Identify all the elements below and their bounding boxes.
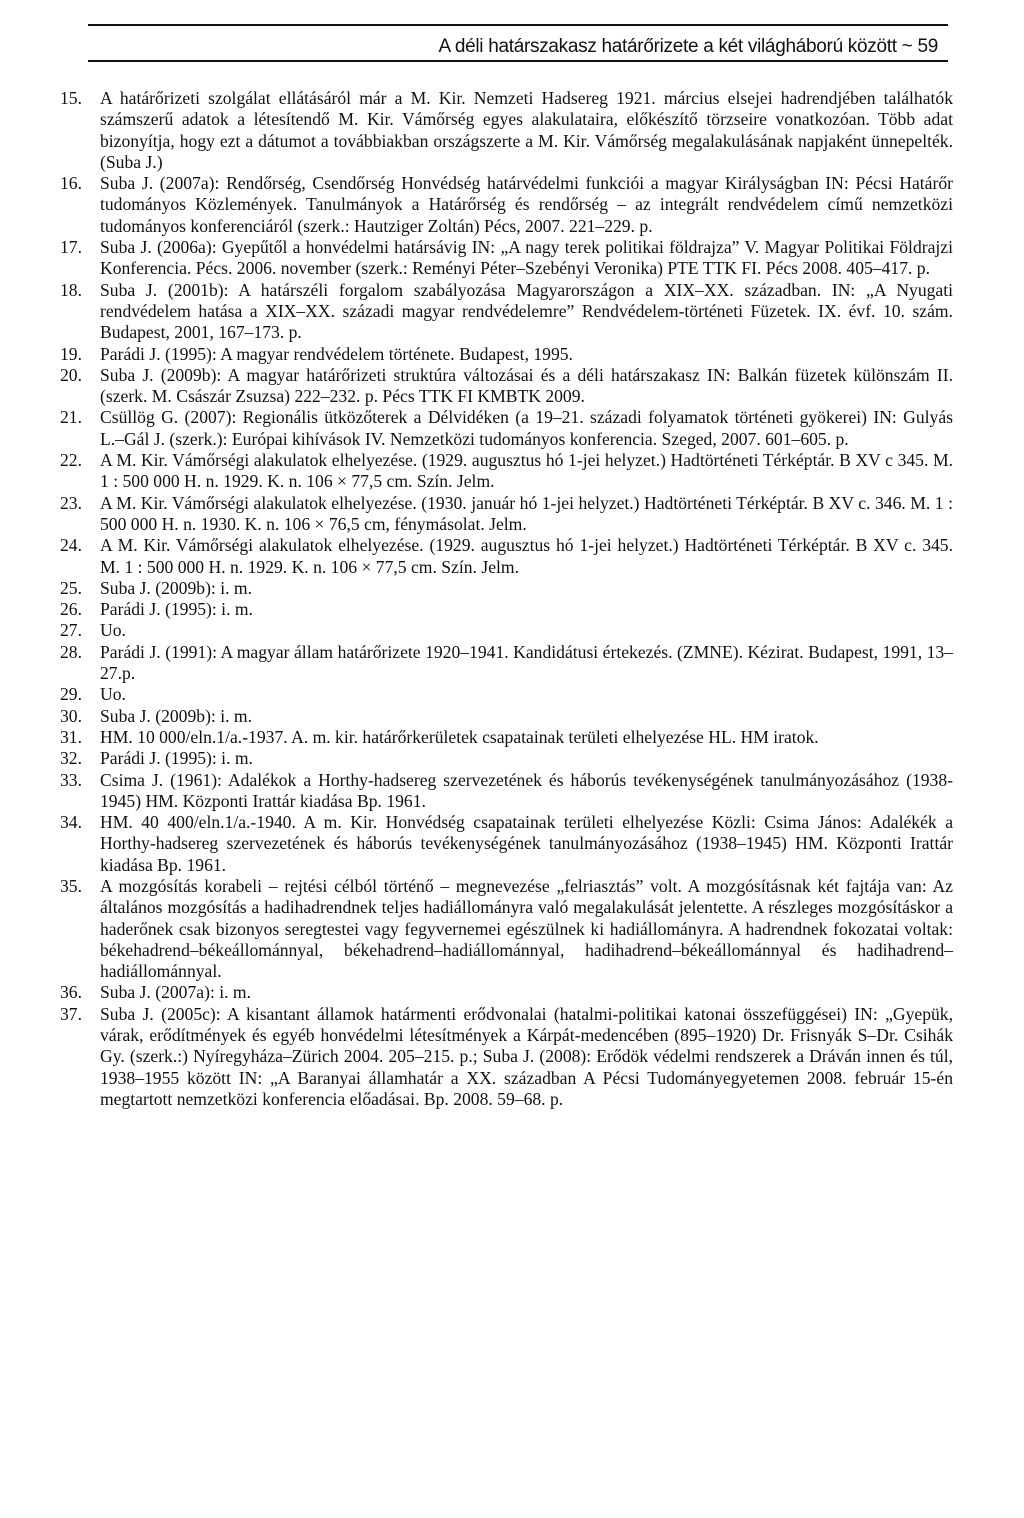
endnote-text: Suba J. (2009b): A magyar határőrizeti struktúra változásai és a déli határszakasz IN: Balkán füzetek különszám II. (szerk. M. Császár Zsuzsa) 222–232. p. Pécs TTK FI KMBTK 2009.: [100, 364, 953, 407]
endnote: [60, 876, 953, 982]
endnote-number: 22.: [60, 450, 82, 471]
endnote-text: A M. Kir. Vámőrségi alakulatok elhelyezése. (1929. augusztus hó 1-jei helyzet.) Hadtörténeti Térképtár. B XV c 345. M. 1 : 500 000 H. n. 1929. K. n. 106 × 77,5 cm. Szín. Jelm.: [100, 450, 953, 492]
endnotes-list: [60, 88, 953, 1110]
endnote-text: A határőrizeti szolgálat ellátásáról már a M. Kir. Nemzeti Hadsereg 1921. március elsejei hadrendjében találhatók számszerű adatok a létesítendő M. Kir. Vámőrség egyes alakulataira, előkészítő törzseire vonatkozóan. Több adat bizonyítja, hogy ezt a dátumot a továbbiakban országszerte a M. Kir. Vámőrség megalakulásának napjaként ünnepelték. (Suba J.): [100, 88, 953, 172]
endnote: [60, 535, 953, 578]
endnote: [60, 407, 953, 450]
endnote-number: 36.: [60, 982, 82, 1003]
endnote-text: Uo.: [100, 620, 126, 641]
endnote-text: Suba J. (2007a): i. m.: [100, 982, 251, 1003]
endnote-number: 30.: [60, 705, 82, 726]
endnote-number: 33.: [60, 769, 82, 790]
endnote-text: Parádi J. (1995): i. m.: [100, 599, 253, 620]
endnote: [60, 237, 953, 280]
endnote-text: Suba J. (2005c): A kisantant államok határmenti erődvonalai (hatalmi-politikai katonai összefüggései) IN: „Gyepük, várak, erődítmények és egyéb honvédelmi létesítmények a Kárpát-medencében (895–1920) Dr. Frisnyák S–Dr. Csihák Gy. (szerk.:) Nyíregyháza–Zürich 2004. 205–215. p.; Suba J. (2008): Erődök védelmi rendszerek a Dráván innen és túl, 1938–1955 között IN: „A Baranyai államhatár a XX. században A Pécsi Tudományegyetemen 2008. február 15-én megtartott nemzetközi konferencia előadásai. Bp. 2008. 59–68. p.: [100, 1003, 953, 1109]
endnote-number: 23.: [60, 492, 82, 513]
endnote: [60, 280, 953, 344]
endnote-number: 29.: [60, 684, 82, 705]
endnote-number: 32.: [60, 748, 82, 769]
endnote-number: 25.: [60, 577, 82, 598]
endnote-text: Csüllög G. (2007): Regionális ütközőterek a Délvidéken (a 19–21. századi folyamatok történeti gyökerei) IN: Gulyás L.–Gál J. (szerk.): Európai kihívások IV. Nemzetközi tudományos konferencia. Szeged, 2007. 601–605. p.: [100, 407, 953, 449]
endnote-text: A mozgósítás korabeli – rejtési célból történő – megnevezése „felriasztás” volt. A mozgósításnak két fajtája van: Az általános mozgósítás a hadihadrendnek teljes hadiállományra való megalakulását jelentette. A részleges mozgósításkor a haderőnek csak bizonyos seregtestei vagy fegyvernemei egészülnek ki hadiállományra. A hadrendnek fokozatai voltak: békehadrend–békeállománnyal, békehadrend–hadiállománnyal, hadihadrend–békeállománnyal és hadihadrend–hadiállománnyal.: [100, 875, 953, 982]
running-title: A déli határszakasz határőrizete a két világháború között ~ 59: [438, 36, 938, 57]
endnote: [60, 770, 953, 813]
endnote: [60, 982, 953, 1003]
endnote-text: A M. Kir. Vámőrségi alakulatok elhelyezése. (1929. augusztus hó 1-jei helyzet.) Hadtörténeti Térképtár. B XV c. 345. M. 1 : 500 000 H. n. 1929. K. n. 106 × 77,5 cm. Szín. Jelm.: [100, 535, 953, 577]
endnote-text: Parádi J. (1995): i. m.: [100, 748, 253, 769]
endnote-number: 15.: [60, 88, 82, 108]
endnote-text: A M. Kir. Vámőrségi alakulatok elhelyezése. (1930. január hó 1-jei helyzet.) Hadtörténeti Térképtár. B XV c. 346. M. 1 : 500 000 H. n. 1930. K. n. 106 × 76,5 cm, fénymásolat. Jelm.: [100, 492, 953, 534]
endnote-number: 24.: [60, 535, 82, 556]
endnote: [60, 450, 953, 493]
endnote-number: 18.: [60, 279, 82, 300]
endnote-text: Suba J. (2009b): i. m.: [100, 577, 252, 598]
endnote: [60, 1004, 953, 1110]
endnote-number: 28.: [60, 641, 82, 662]
endnote-text: Parádi J. (1995): A magyar rendvédelem története. Budapest, 1995.: [100, 343, 573, 364]
endnote-number: 35.: [60, 875, 82, 896]
endnote: [60, 642, 953, 685]
endnote: [60, 344, 953, 365]
endnote-number: 31.: [60, 726, 82, 747]
running-head: [88, 24, 948, 62]
endnote-text: Uo.: [100, 684, 126, 705]
endnote-text: Suba J. (2001b): A határszéli forgalom szabályozása Magyarországon a XIX–XX. században. IN: „A Nyugati rendvédelem hatása a XIX–XX. századi magyar rendvédelemre” Rendvédelem-történeti Füzetek. IX. évf. 10. szám. Budapest, 2001, 167–173. p.: [100, 279, 953, 343]
endnote: [60, 493, 953, 536]
endnote-number: 20.: [60, 364, 82, 385]
endnote: [60, 365, 953, 408]
endnote: [60, 748, 953, 769]
endnote-number: 27.: [60, 620, 82, 641]
endnote: [60, 620, 953, 641]
endnote: [60, 88, 953, 173]
endnote-text: Csima J. (1961): Adalékok a Horthy-hadsereg szervezetének és háborús tevékenységének tanulmányozásához (1938-1945) HM. Központi Irattár kiadása Bp. 1961.: [100, 769, 953, 811]
endnote: [60, 684, 953, 705]
endnote-number: 16.: [60, 173, 82, 194]
endnote-text: HM. 10 000/eln.1/a.-1937. A. m. kir. határőrkerületek csapatainak területi elhelyezése HL. HM iratok.: [100, 726, 819, 747]
endnote-text: Suba J. (2009b): i. m.: [100, 705, 252, 726]
endnote: [60, 812, 953, 876]
endnote-number: 19.: [60, 343, 82, 364]
endnote-number: 26.: [60, 599, 82, 620]
endnote: [60, 578, 953, 599]
endnote-number: 34.: [60, 812, 82, 833]
endnote: [60, 599, 953, 620]
endnote-text: Suba J. (2006a): Gyepűtől a honvédelmi határsávig IN: „A nagy terek politikai földrajza” V. Magyar Politikai Földrajzi Konferencia. Pécs. 2006. november (szerk.: Reményi Péter–Szebényi Veronika) PTE TTK FI. Pécs 2008. 405–417. p.: [100, 237, 953, 279]
endnote: [60, 727, 953, 748]
endnote: [60, 706, 953, 727]
endnote-text: HM. 40 400/eln.1/a.-1940. A m. Kir. Honvédség csapatainak területi elhelyezése Közli: Csima János: Adalékék a Horthy-hadsereg szervezetének és háborús tevékenységének tanulmányozásához (1938–1945) HM. Központi Irattár kiadása Bp. 1961.: [100, 812, 953, 875]
endnote-text: Parádi J. (1991): A magyar állam határőrizete 1920–1941. Kandidátusi értekezés. (ZMNE). Kézirat. Budapest, 1991, 13–27.p.: [100, 641, 953, 684]
endnote-number: 21.: [60, 407, 82, 428]
endnote: [60, 173, 953, 237]
endnote-number: 37.: [60, 1003, 82, 1024]
endnote-number: 17.: [60, 237, 82, 258]
endnote-text: Suba J. (2007a): Rendőrség, Csendőrség Honvédség határvédelmi funkciói a magyar Királyságban IN: Pécsi Határőr tudományos Közlemények. Tanulmányok a Határőrség és rendőrség – az integrált rendvédelem című nemzetközi tudományos konferenciáról (szerk.: Hautziger Zoltán) Pécs, 2007. 221–229. p.: [100, 173, 953, 236]
